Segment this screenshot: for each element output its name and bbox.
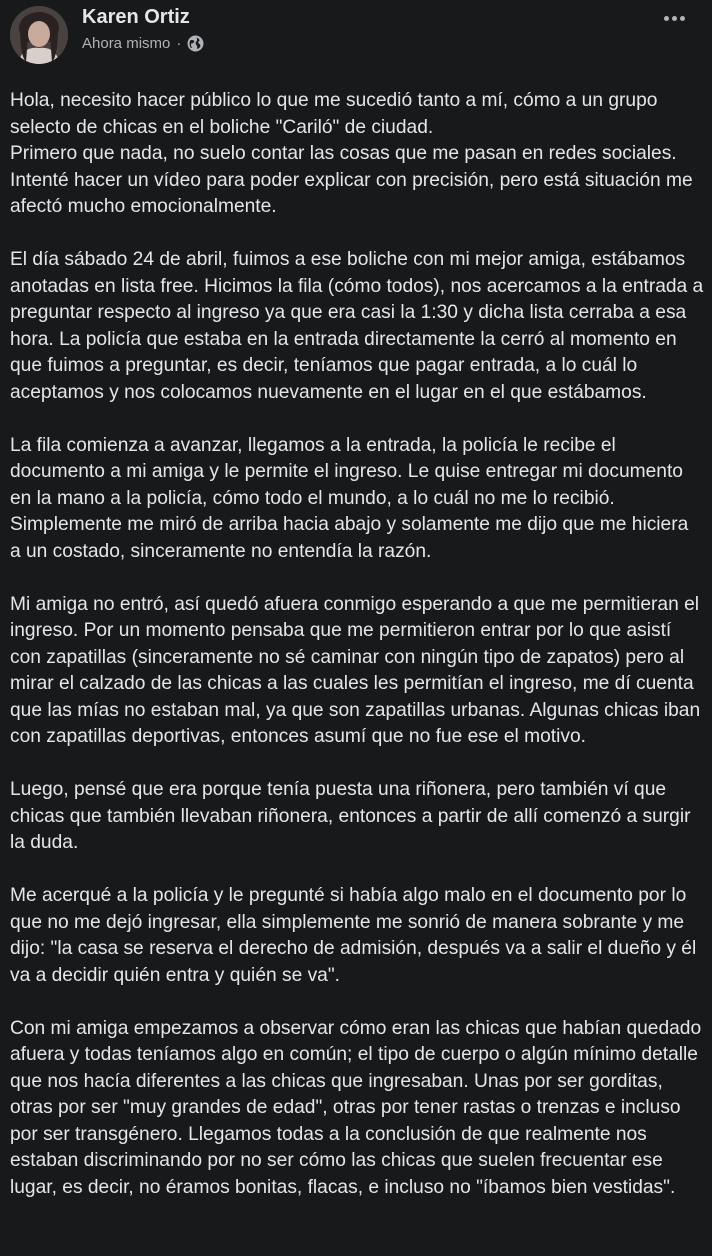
post-paragraph: Luego, pensé que era porque tenía puesta una riñonera, pero también ví que chicas que también llevaban riñonera, entonces a partir de allí comenzó a surgir la duda. <box>10 779 691 853</box>
globe-icon <box>187 35 204 52</box>
post-paragraph: Con mi amiga empezamos a observar cómo eran las chicas que habían quedado afuera y todas teníamos algo en común; el tipo de cuerpo o algún mínimo detalle que nos hacía diferentes a las chicas que ingresaban. Unas por ser gorditas, otras por ser "muy grandes de edad", otras por tener rastas o trenzas e incluso por ser transgénero. Llegamos todas a la conclusión de que realmente nos estaban discriminando por no ser cómo las chicas que suelen frecuentar ese lugar, es decir, no éramos bonitas, flacas, e incluso no "íbamos bien vestidas". <box>10 1017 702 1198</box>
more-options-button[interactable] <box>656 8 692 28</box>
meta-separator: · <box>176 35 182 52</box>
avatar[interactable] <box>10 6 68 64</box>
post-body <box>10 88 704 1228</box>
post-meta <box>82 35 204 52</box>
more-dots-icon <box>672 16 677 21</box>
post-header <box>0 0 712 80</box>
post-paragraph: Me acerqué a la policía y le pregunté si había algo malo en el documento por lo que no me dejó ingresar, ella simplemente me sonrió de manera sobrante y me dijo: "la casa se reserva el derecho de admisión, después va a salir el dueño y él va a decidir quién entra y quién se va". <box>10 885 697 986</box>
post-paragraph: La fila comienza a avanzar, llegamos a la entrada, la policía le recibe el documento a mi amiga y le permite el ingreso. Le quise entregar mi documento en la mano a la policía, cómo todo el mundo, a lo cuál no me lo recibió. Simplemente me miró de arriba hacia abajo y solamente me dijo que me hiciera a un costado, sinceramente no entendía la razón. <box>10 434 689 562</box>
author-name[interactable]: Karen Ortiz <box>82 6 190 28</box>
post-paragraph: Hola, necesito hacer público lo que me sucedió tanto a mí, cómo a un grupo selecto de chicas en el boliche "Cariló" de ciudad. Primero que nada, no suelo contar las cosas que me pasan en redes sociales. Intenté hacer un vídeo para poder explicar con precisión, pero está situación me afectó mucho emocionalmente. <box>10 90 693 217</box>
more-dots-icon <box>680 16 685 21</box>
post-paragraph: Mi amiga no entró, así quedó afuera conmigo esperando a que me permitieran el ingreso. Por un momento pensaba que me permitieron entrar por lo que asistí con zapatillas (sinceramente no sé caminar con ningún tipo de zapatos) pero al mirar el calzado de las chicas a las cuales les permitían el ingreso, me dí cuenta que las mías no estaban mal, ya que son zapatillas urbanas. Algunas chicas iban con zapatillas deportivas, entonces asumí que no fue ese el motivo. <box>10 593 701 747</box>
post-paragraph: El día sábado 24 de abril, fuimos a ese boliche con mi mejor amiga, estábamos anotadas en lista free. Hicimos la fila (cómo todos), nos acercamos a la entrada a preguntar respecto al ingreso ya que era casi la 1:30 y dicha lista cerraba a esa hora. La policía que estaba en la entrada directamente la cerró al momento en que fuimos a preguntar, es decir, teníamos que pagar entrada, a lo cuál lo aceptamos y nos colocamos nuevamente en el lugar en el que estábamos. <box>10 249 704 403</box>
post-timestamp[interactable]: Ahora mismo <box>82 35 171 52</box>
more-dots-icon <box>664 16 669 21</box>
